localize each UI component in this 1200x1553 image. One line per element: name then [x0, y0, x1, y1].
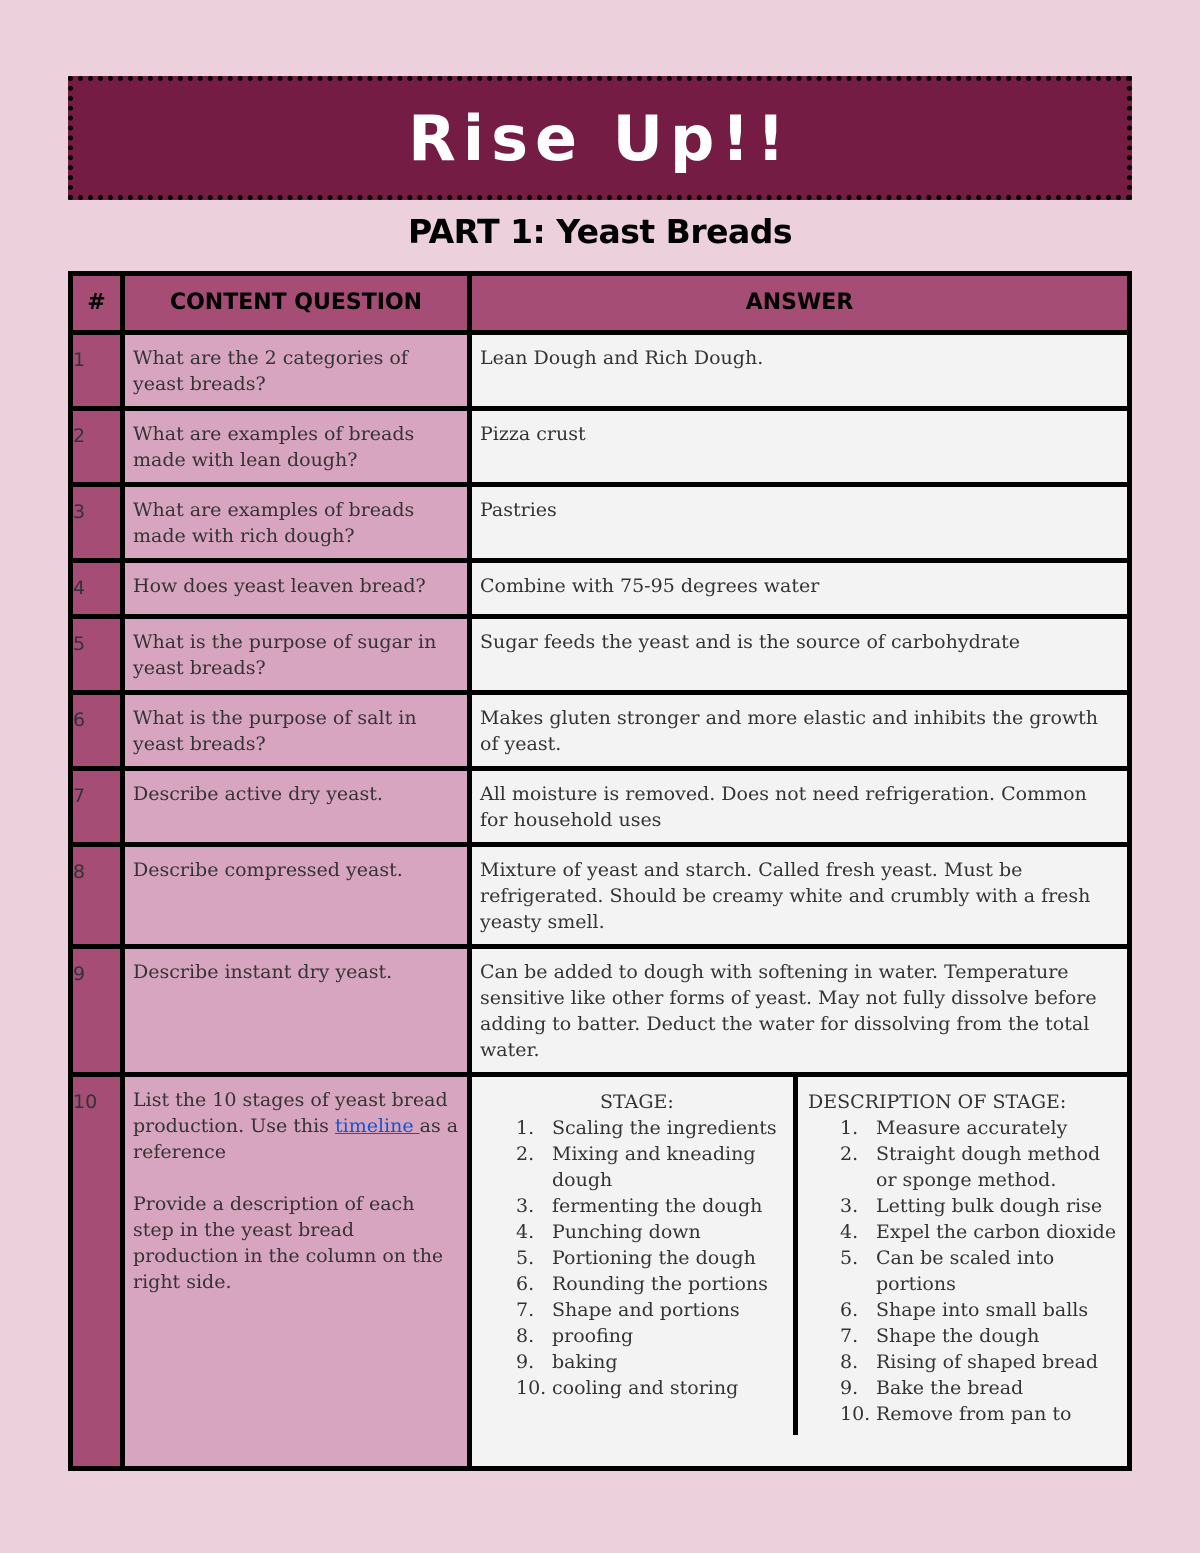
- stage-item-number: 1.: [516, 1117, 535, 1139]
- row-number: 1: [71, 333, 123, 409]
- stage-column[interactable]: [472, 1077, 798, 1435]
- table-row: [71, 947, 1130, 1075]
- header-answer: ANSWER: [470, 274, 1130, 333]
- description-item: [840, 1219, 1119, 1245]
- row-number: 4: [71, 561, 123, 617]
- question-cell: How does yeast leaven bread?: [123, 561, 470, 617]
- stage-item-number: 2.: [516, 1143, 535, 1165]
- description-item-text: Expel the carbon dioxide: [876, 1221, 1117, 1243]
- description-item-number: 9.: [840, 1377, 859, 1399]
- question-cell: Describe active dry yeast.: [123, 769, 470, 845]
- description-item: [840, 1297, 1119, 1323]
- description-item-text: Shape into small balls: [876, 1299, 1089, 1321]
- answer-cell[interactable]: Makes gluten stronger and more elastic and inhibits the growth of yeast.: [470, 693, 1130, 769]
- stage-item-number: 4.: [516, 1221, 535, 1243]
- stage-item-text: cooling and storing: [552, 1377, 739, 1399]
- table-row: [71, 561, 1130, 617]
- stage-item-number: 9.: [516, 1351, 535, 1373]
- row-number: 9: [71, 947, 123, 1075]
- description-item-number: 6.: [840, 1299, 859, 1321]
- description-item: [840, 1193, 1119, 1219]
- description-item-number: 4.: [840, 1221, 859, 1243]
- description-item-number: 7.: [840, 1325, 859, 1347]
- description-item: [840, 1115, 1119, 1141]
- stage-item: [516, 1193, 785, 1219]
- stage-item: [516, 1297, 785, 1323]
- stage-item: [516, 1375, 785, 1401]
- stage-item-number: 8.: [516, 1325, 535, 1347]
- description-item-number: 2.: [840, 1143, 859, 1165]
- banner-title: Rise Up!!: [408, 101, 792, 175]
- table-row: [71, 769, 1130, 845]
- answer-cell[interactable]: Can be added to dough with softening in water. Temperature sensitive like other forms of yeast. May not fully dissolve before adding to batter. Deduct the water for dissolving from the total water.: [470, 947, 1130, 1075]
- question-instructions: [133, 1087, 459, 1165]
- worksheet-table: [68, 271, 1132, 1471]
- description-item-number: 5.: [840, 1247, 859, 1269]
- row-number: 5: [71, 617, 123, 693]
- answer-cell[interactable]: All moisture is removed. Does not need refrigeration. Common for household uses: [470, 769, 1130, 845]
- question-text-part2: as a reference: [133, 1115, 459, 1163]
- description-item: [840, 1401, 1119, 1427]
- table-header-row: [71, 274, 1130, 333]
- table-row: [71, 333, 1130, 409]
- stage-item: [516, 1271, 785, 1297]
- row-number: 8: [71, 845, 123, 947]
- table-row: [71, 617, 1130, 693]
- description-item-text: Letting bulk dough rise: [876, 1195, 1103, 1217]
- stage-item: [516, 1141, 785, 1193]
- answer-cell[interactable]: Sugar feeds the yeast and is the source of carbohydrate: [470, 617, 1130, 693]
- question-text-part1: List the 10 stages of yeast bread production. Use this: [133, 1089, 448, 1137]
- description-item: [840, 1245, 1119, 1297]
- stage-item-number: 5.: [516, 1247, 535, 1269]
- description-item: [840, 1141, 1119, 1193]
- stage-list: [480, 1115, 785, 1401]
- question-cell: Describe instant dry yeast.: [123, 947, 470, 1075]
- stage-item-text: proofing: [552, 1325, 634, 1347]
- table-body: [71, 333, 1130, 1469]
- description-item-text: Shape the dough: [876, 1325, 1040, 1347]
- row-number: 3: [71, 485, 123, 561]
- description-item-number: 1.: [840, 1117, 859, 1139]
- description-item: [840, 1375, 1119, 1401]
- header-question: CONTENT QUESTION: [123, 274, 470, 333]
- question-cell: [123, 1075, 470, 1469]
- row-number: 2: [71, 409, 123, 485]
- description-header: DESCRIPTION OF STAGE:: [808, 1091, 1067, 1113]
- stage-item-text: Scaling the ingredients: [552, 1117, 777, 1139]
- description-item-text: Straight dough method or sponge method.: [876, 1143, 1101, 1191]
- stage-item-text: Punching down: [552, 1221, 701, 1243]
- stage-item-number: 3.: [516, 1195, 535, 1217]
- answer-cell[interactable]: Pastries: [470, 485, 1130, 561]
- row-number: 6: [71, 693, 123, 769]
- stage-item: [516, 1349, 785, 1375]
- question-cell: What is the purpose of sugar in yeast breads?: [123, 617, 470, 693]
- table-row-stages: [71, 1075, 1130, 1469]
- stage-item: [516, 1245, 785, 1271]
- stage-header: STAGE:: [600, 1091, 674, 1113]
- row-number: 10: [71, 1075, 123, 1469]
- question-cell: What are examples of breads made with rich dough?: [123, 485, 470, 561]
- timeline-link[interactable]: timeline: [334, 1115, 420, 1137]
- stage-item-text: Shape and portions: [552, 1299, 740, 1321]
- description-item-number: 10.: [840, 1403, 871, 1425]
- stage-item-text: Rounding the portions: [552, 1273, 768, 1295]
- question-cell: What is the purpose of salt in yeast breads?: [123, 693, 470, 769]
- table-row: [71, 409, 1130, 485]
- question-cell: What are the 2 categories of yeast breads?: [123, 333, 470, 409]
- description-item-number: 3.: [840, 1195, 859, 1217]
- table-row: [71, 485, 1130, 561]
- answer-cell[interactable]: Pizza crust: [470, 409, 1130, 485]
- stages-answer-cell: [470, 1075, 1130, 1469]
- description-item-text: Bake the bread: [876, 1377, 1024, 1399]
- title-banner: [68, 76, 1132, 200]
- section-subtitle: PART 1: Yeast Breads: [407, 212, 793, 251]
- table-row: [71, 845, 1130, 947]
- description-item-number: 8.: [840, 1351, 859, 1373]
- description-item: [840, 1323, 1119, 1349]
- stage-item-number: 10.: [516, 1377, 547, 1399]
- description-item-text: Measure accurately: [876, 1117, 1068, 1139]
- answer-cell[interactable]: Lean Dough and Rich Dough.: [470, 333, 1130, 409]
- question-cell: Describe compressed yeast.: [123, 845, 470, 947]
- description-item-text: Can be scaled into portions: [876, 1247, 1055, 1295]
- stage-item: [516, 1323, 785, 1349]
- stage-item-number: 6.: [516, 1273, 535, 1295]
- description-list: [806, 1115, 1119, 1427]
- stage-item: [516, 1219, 785, 1245]
- description-item-text: Rising of shaped bread: [876, 1351, 1099, 1373]
- question-cell: What are examples of breads made with lean dough?: [123, 409, 470, 485]
- answer-cell[interactable]: Combine with 75-95 degrees water: [470, 561, 1130, 617]
- description-item: [840, 1349, 1119, 1375]
- description-column[interactable]: [798, 1077, 1127, 1435]
- answer-cell[interactable]: Mixture of yeast and starch. Called fresh yeast. Must be refrigerated. Should be creamy white and crumbly with a fresh yeasty smell.: [470, 845, 1130, 947]
- stage-item-text: Mixing and kneading dough: [552, 1143, 756, 1191]
- stage-item: [516, 1115, 785, 1141]
- header-num: #: [71, 274, 123, 333]
- stage-item-number: 7.: [516, 1299, 535, 1321]
- stage-item-text: Portioning the dough: [552, 1247, 756, 1269]
- row-number: 7: [71, 769, 123, 845]
- stage-item-text: fermenting the dough: [552, 1195, 763, 1217]
- stage-item-text: baking: [552, 1351, 618, 1373]
- table-row: [71, 693, 1130, 769]
- description-item-text: Remove from pan to: [876, 1403, 1072, 1425]
- question-instructions-2: Provide a description of each step in the yeast bread production in the column on the right side.: [133, 1193, 444, 1293]
